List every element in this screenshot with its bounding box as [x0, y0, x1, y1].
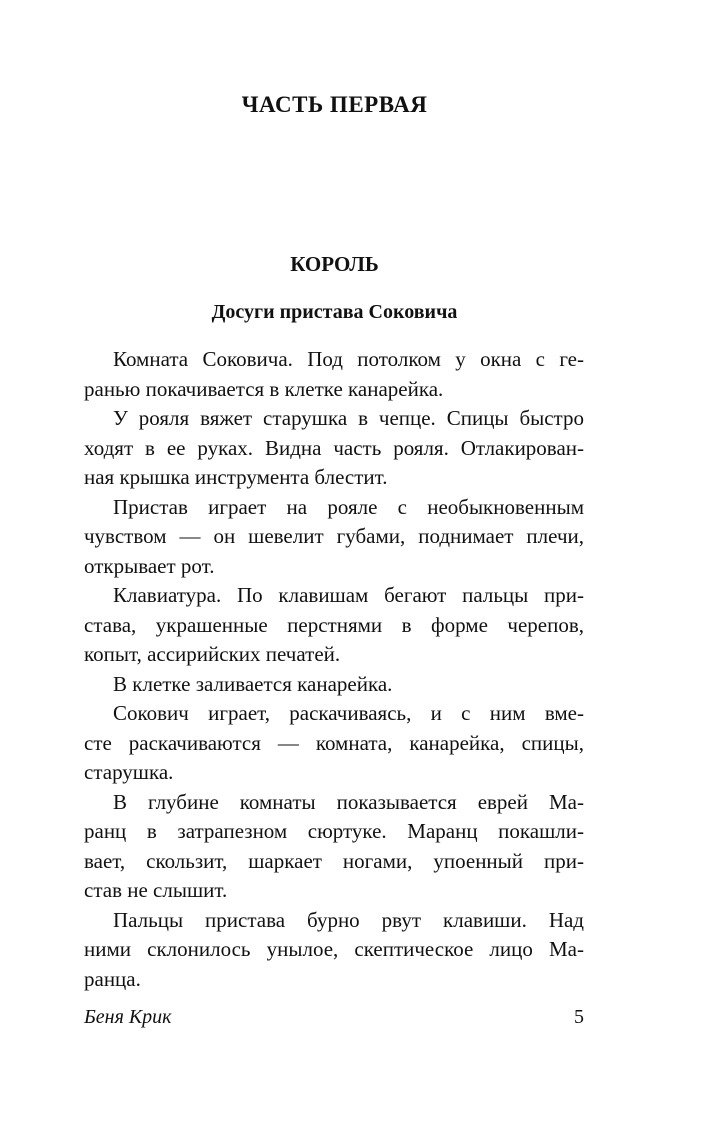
paragraph: [84, 906, 584, 995]
text-line: В глубине комнаты показывается еврей Ма-: [113, 789, 584, 814]
text-line: У рояля вяжет старушка в чепце. Спицы быстро: [113, 406, 584, 430]
text-line: старушка.: [84, 760, 174, 784]
text-line: ранц в затрапезном сюртуке. Маранц покашли-: [84, 819, 584, 843]
text-line: Пристав играет на рояле с необыкновенным: [113, 494, 584, 519]
text-line: чувством — он шевелит губами, поднимает плечи,: [84, 524, 584, 548]
text-line: Комната Соковича. Под потолком у окна с ге-: [113, 347, 584, 371]
text-line: став не слышит.: [84, 878, 228, 902]
text-line: Клавиатура. По клавишам бегают пальцы при-: [113, 583, 584, 607]
text-line: открывает рот.: [84, 553, 215, 578]
paragraph: [84, 788, 584, 906]
paragraph: [84, 493, 584, 582]
page-number: 5: [574, 1006, 584, 1028]
text-line: копыт, ассирийских печатей.: [84, 642, 341, 666]
text-line: Пальцы пристава бурно рвут клавиши. Над: [113, 907, 584, 932]
paragraph: [84, 404, 584, 493]
text-line: ходят в ее руках. Видна часть рояля. Отлакирован-: [84, 435, 584, 460]
text-line: ними склонилось унылое, скептическое лицо Ма-: [84, 937, 584, 961]
text-line: ная крышка инструмента блестит.: [84, 465, 388, 489]
chapter-title: КОРОЛЬ: [290, 252, 379, 276]
text-line: сте раскачиваются — комната, канарейка, спицы,: [84, 730, 584, 755]
text-line: Сокович играет, раскачиваясь, и с ним вме-: [113, 701, 584, 725]
paragraph: [84, 699, 584, 788]
text-line: ранью покачивается в клетке канарейка.: [84, 376, 444, 401]
section-title: Досуги пристава Соковича: [211, 301, 458, 323]
paragraph: [84, 670, 584, 700]
running-title: Беня Крик: [84, 1006, 172, 1028]
text-line: В клетке заливается канарейка.: [113, 671, 393, 696]
paragraph: [84, 581, 584, 670]
text-line: ранца.: [84, 966, 141, 991]
text-line: вает, скользит, шаркает ногами, упоенный при-: [84, 848, 584, 873]
paragraph: [84, 345, 584, 404]
text-line: става, украшенные перстнями в форме черепов,: [84, 612, 584, 637]
part-title: ЧАСТЬ ПЕРВАЯ: [241, 92, 428, 117]
body-text: [84, 345, 584, 994]
